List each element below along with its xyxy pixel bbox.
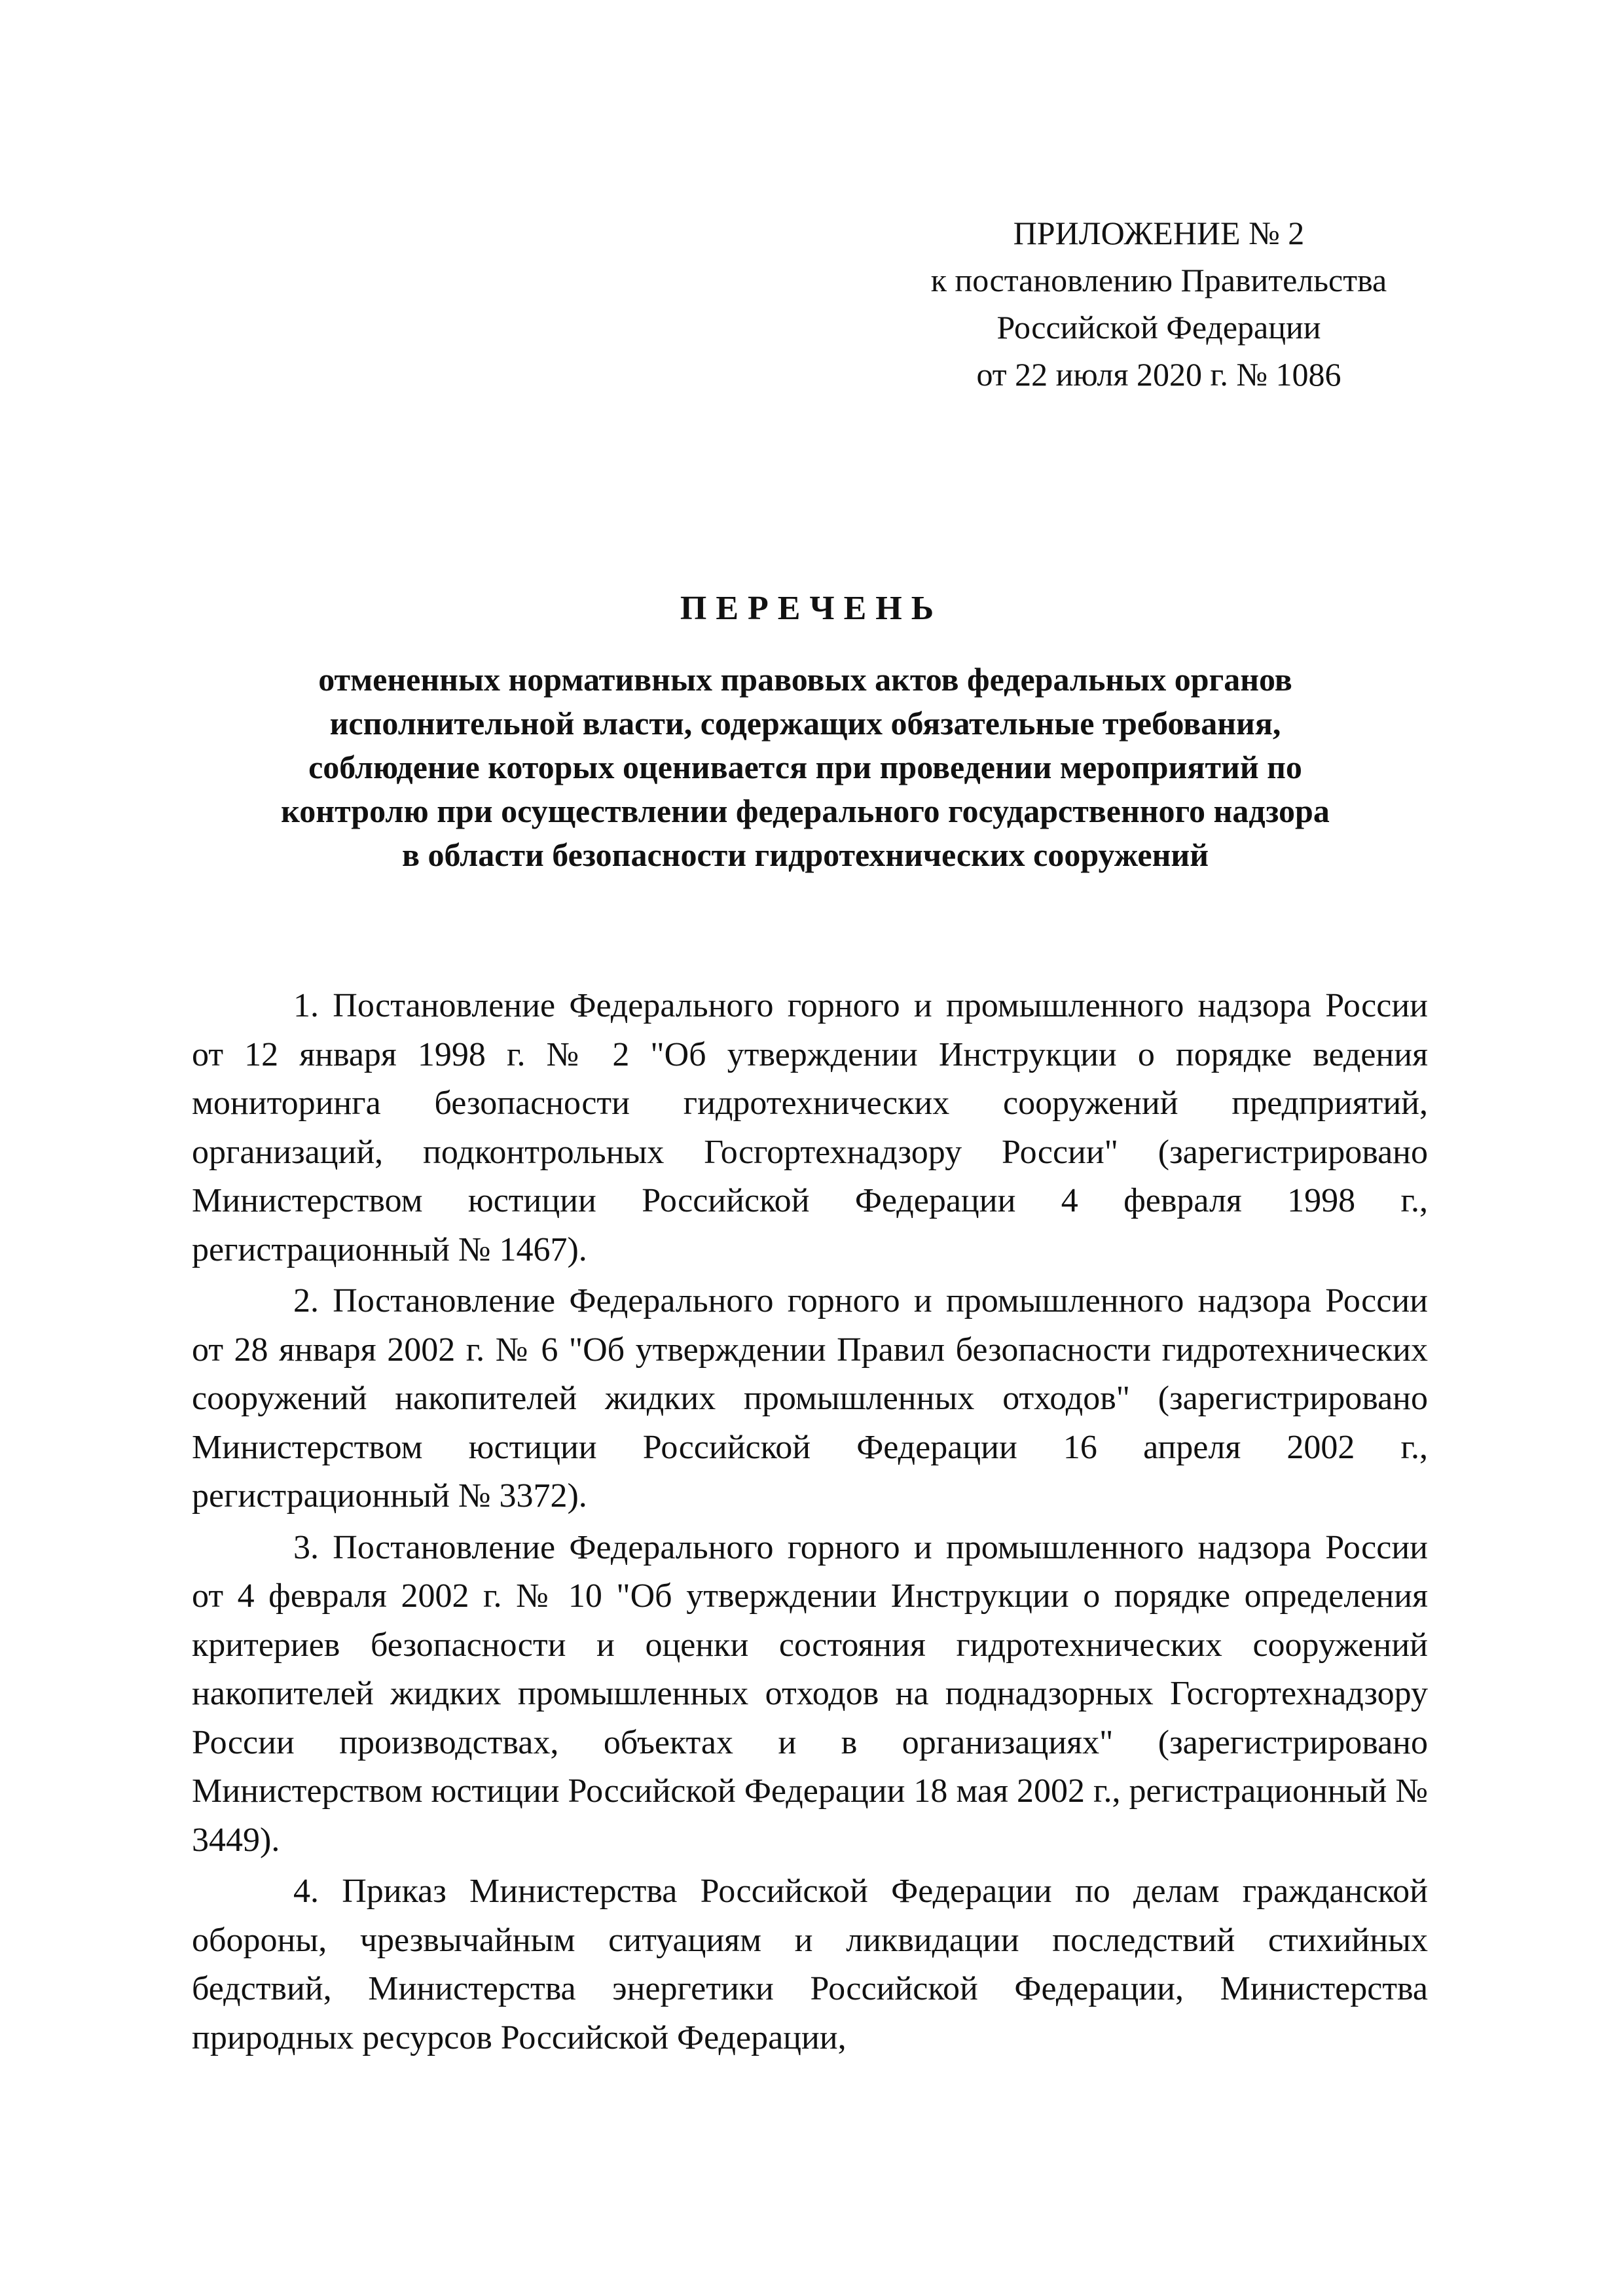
appendix-authority: Российской Федерации bbox=[996, 309, 1321, 346]
list-item-2: 2. Постановление Федерального горного и промышленного надзора России от 28 января 2002 г. № 6 "Об утверждении Правил безопасности гидротехнических сооружений накопителей жидких промышленных отходов" (зарегистрировано Министерством юстиции Российской Федерации 16 апреля 2002 г., регистрационный № 3372). bbox=[192, 1282, 1428, 1515]
document-title: ПЕРЕЧЕНЬ bbox=[680, 590, 943, 627]
appendix-header bbox=[851, 209, 1467, 398]
subtitle-line: отмененных нормативных правовых актов федеральных органов bbox=[318, 661, 1292, 698]
appendix-reference: к постановлению Правительства bbox=[930, 262, 1387, 298]
list-item-3: 3. Постановление Федерального горного и промышленного надзора России от 4 февраля 2002 г. № 10 "Об утверждении Инструкции о порядке определения критериев безопасности и оценки состояния гидротехнических сооружений накопителей жидких промышленных отходов на поднадзорных Госгортехнадзору России производствах, объектах и в организациях" (зарегистрировано Министерством юстиции Российской Федерации 18 мая 2002 г., регистрационный № 3449). bbox=[192, 1528, 1428, 1859]
appendix-number: ПРИЛОЖЕНИЕ № 2 bbox=[1013, 215, 1305, 251]
list-item-4: 4. Приказ Министерства Российской Федерации по делам гражданской обороны, чрезвычайным ситуациям и ликвидации последствий стихийных бедствий, Министерства энергетики Российской Федерации, Министерства природных ресурсов Российской Федерации, bbox=[192, 1873, 1428, 2056]
document-subtitle bbox=[190, 658, 1421, 877]
subtitle-line: исполнительной власти, содержащих обязательные требования, bbox=[329, 705, 1281, 742]
list-item-1: 1. Постановление Федерального горного и промышленного надзора России от 12 января 1998 г. № 2 "Об утверждении Инструкции о порядке ведения мониторинга безопасности гидротехнических сооружений предприятий, организаций, подконтрольных Госгортехнадзору России" (зарегистрировано Министерством юстиции Российской Федерации 4 февраля 1998 г., регистрационный № 1467). bbox=[192, 987, 1428, 1268]
appendix-date-number: от 22 июля 2020 г. № 1086 bbox=[976, 356, 1341, 393]
document-body bbox=[192, 982, 1428, 2065]
subtitle-line: контролю при осуществлении федерального государственного надзора bbox=[281, 793, 1330, 829]
subtitle-line: соблюдение которых оценивается при проведении мероприятий по bbox=[308, 749, 1302, 785]
subtitle-line: в области безопасности гидротехнических сооружений bbox=[401, 836, 1209, 873]
